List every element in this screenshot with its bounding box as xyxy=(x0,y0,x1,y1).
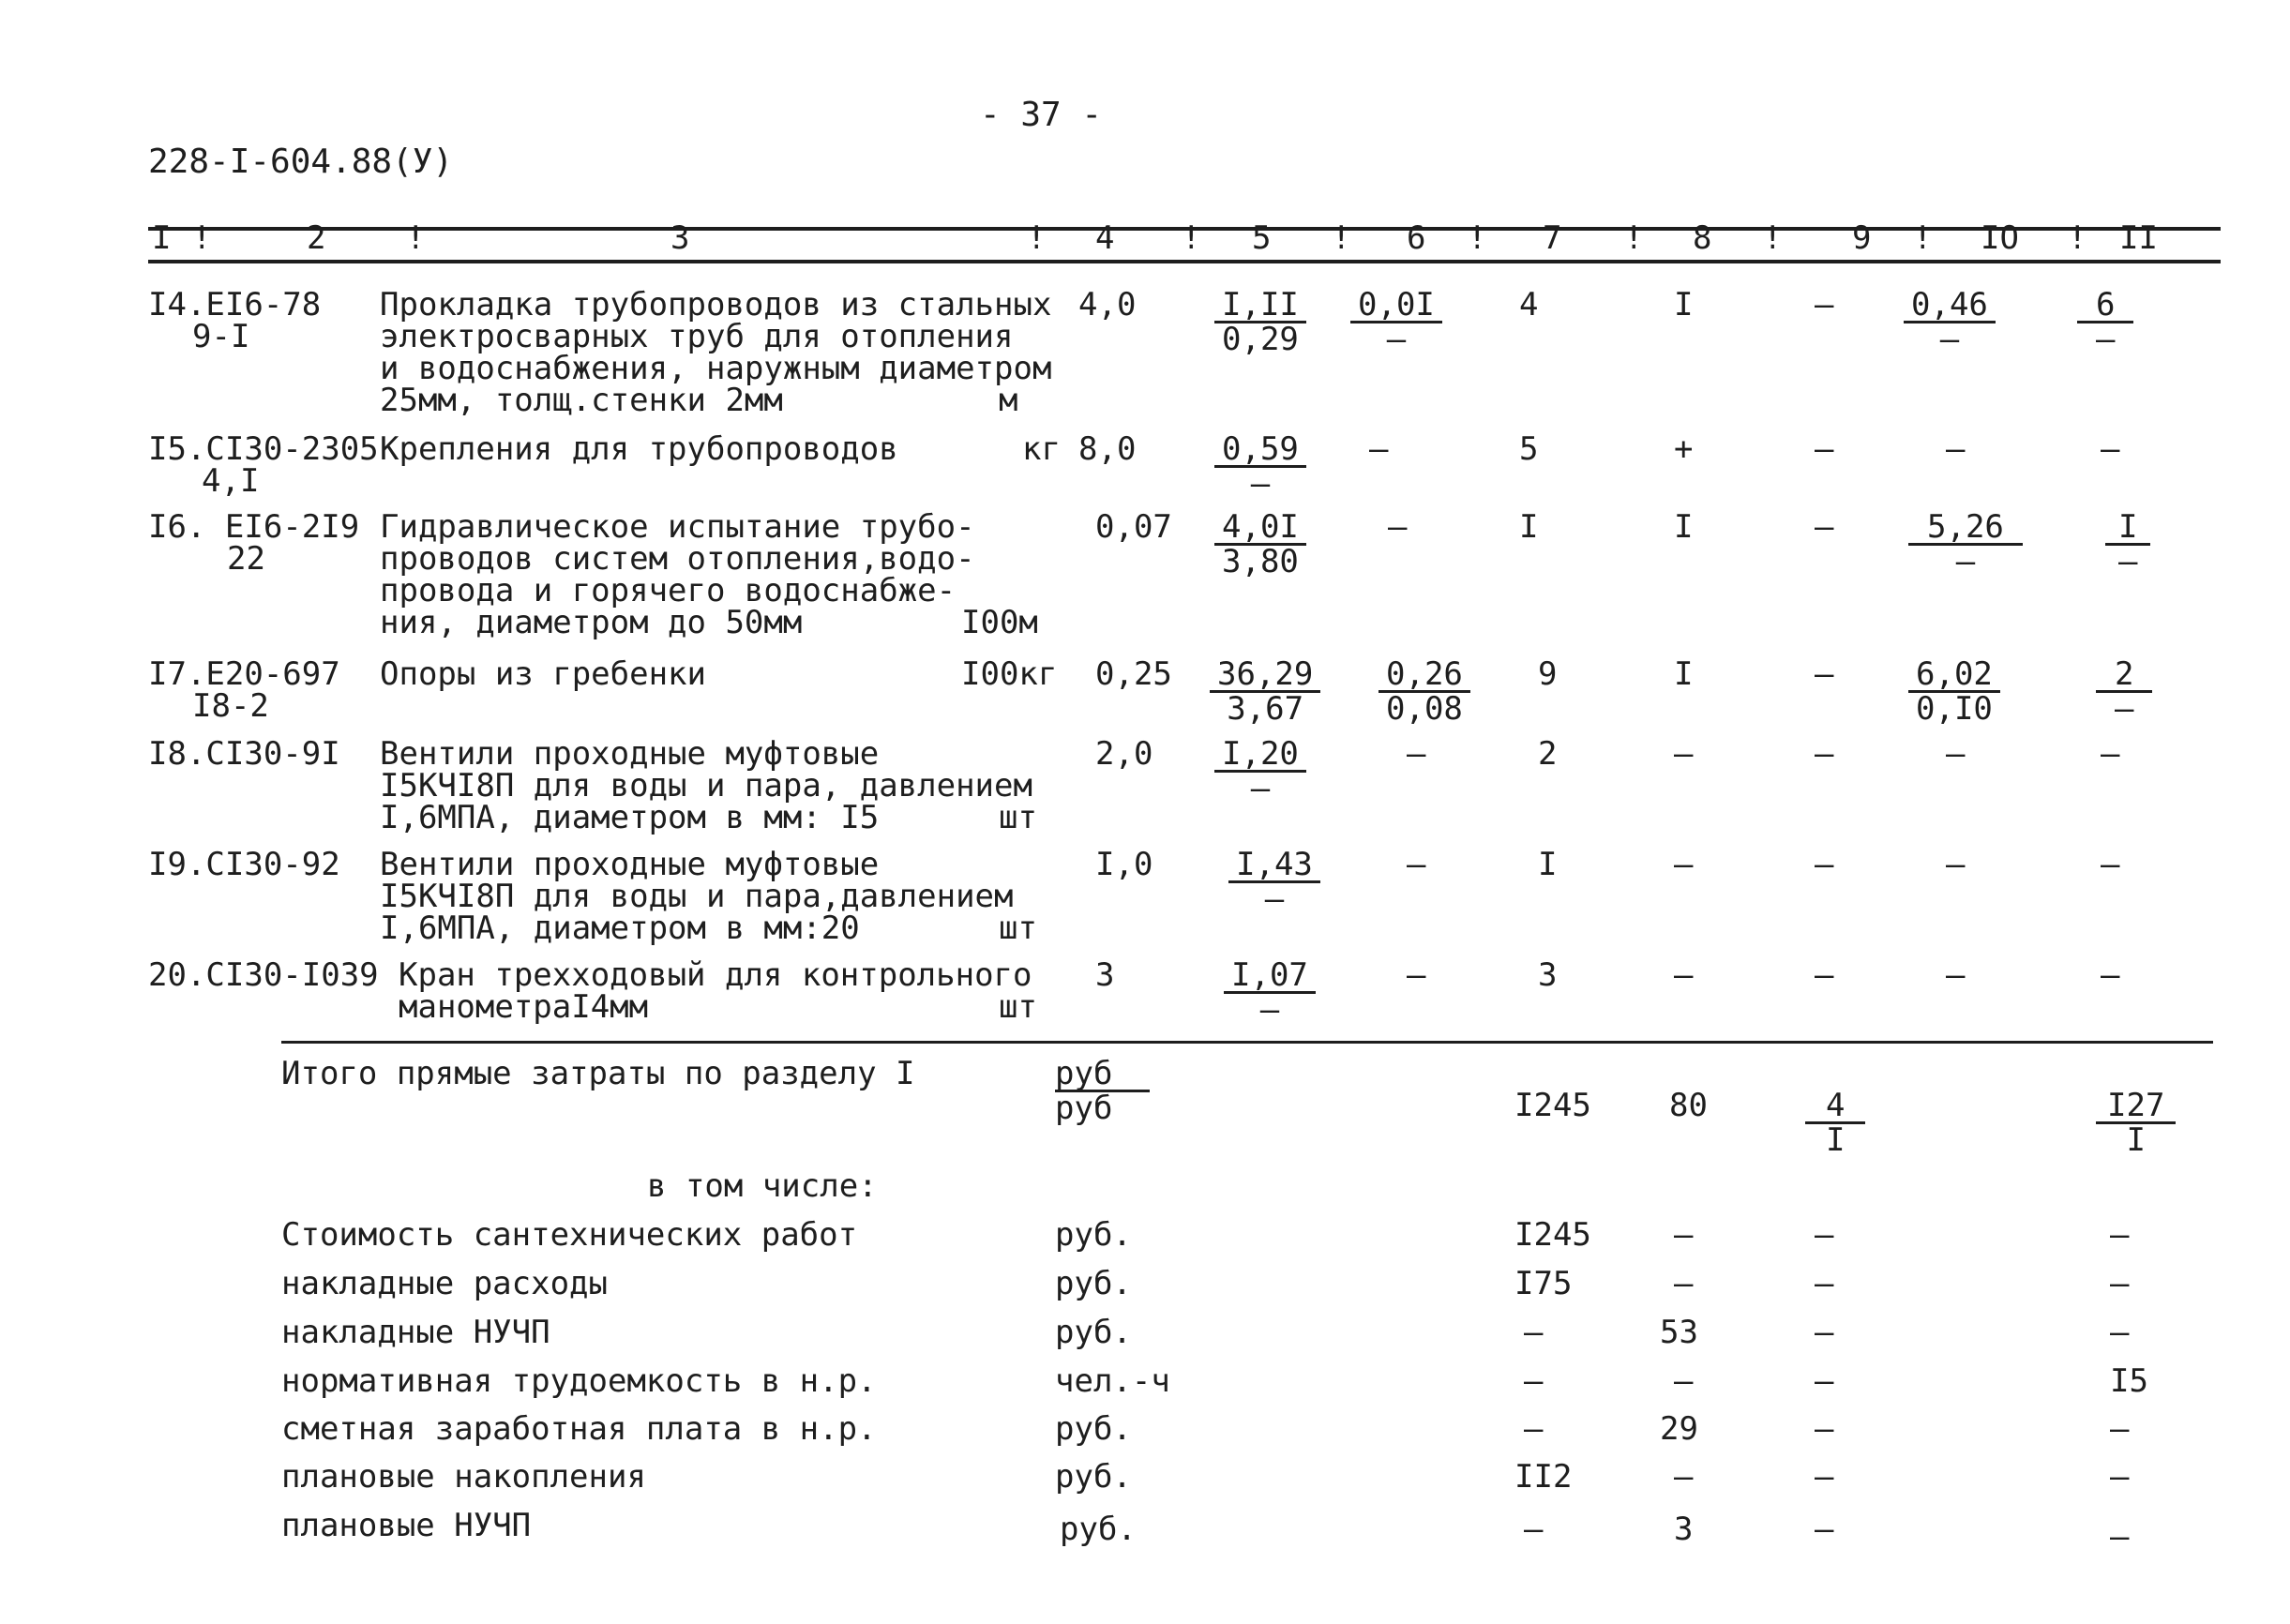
header-bottom-rule xyxy=(148,260,2221,263)
item-code-line2: 9-I xyxy=(192,318,250,355)
item-col9: – xyxy=(1815,846,1834,883)
item-col6: – xyxy=(1407,735,1426,773)
breakdown-col9: – xyxy=(1815,1314,1834,1351)
item-col11-fraction xyxy=(2105,508,2150,580)
column-separator: ! xyxy=(1332,219,1351,257)
item-price-fraction xyxy=(1210,655,1320,728)
breakdown-unit: руб. xyxy=(1055,1216,1132,1254)
breakdown-unit: руб. xyxy=(1060,1511,1137,1548)
item-description: I5КЧI8П для воды и пара, давлением xyxy=(380,767,1032,804)
item-unit: шт xyxy=(999,910,1037,947)
item-col7: I xyxy=(1519,508,1539,546)
column-header: II xyxy=(2119,219,2158,257)
item-col9: – xyxy=(1815,655,1834,693)
fraction-denominator: – xyxy=(1250,770,1271,807)
item-col10-fraction xyxy=(1908,655,2000,728)
item-col6-fraction xyxy=(1350,286,1442,358)
item-col11-fraction xyxy=(2096,655,2152,728)
column-separator: ! xyxy=(1182,219,1201,257)
fraction-numerator: 0,59 xyxy=(1214,433,1306,468)
item-description: электросварных труб для отопления xyxy=(380,318,1014,355)
item-col6: – xyxy=(1388,508,1408,546)
item-col8: – xyxy=(1674,735,1694,773)
breakdown-col11: – xyxy=(2110,1458,2130,1496)
total-col11-fraction xyxy=(2096,1087,2176,1159)
item-col10: – xyxy=(1946,956,1966,994)
item-description: и водоснабжения, наружным диаметром xyxy=(380,350,1052,387)
breakdown-col7: I75 xyxy=(1514,1265,1573,1302)
item-col6: – xyxy=(1369,430,1389,468)
breakdown-col8: 3 xyxy=(1674,1511,1694,1548)
item-description: проводов систем отопления,водо- xyxy=(380,540,975,578)
fraction-denominator: – xyxy=(2096,321,2116,358)
breakdown-unit: руб. xyxy=(1055,1265,1132,1302)
item-code-line2: I8-2 xyxy=(192,687,269,725)
column-separator: ! xyxy=(1763,219,1783,257)
column-header: 8 xyxy=(1693,219,1712,257)
breakdown-label: накладные НУЧП xyxy=(281,1314,550,1351)
item-col7: 9 xyxy=(1538,655,1558,693)
item-code: I7.E20-697 xyxy=(148,655,340,693)
breakdown-label: сметная заработная плата в н.р. xyxy=(281,1410,877,1448)
item-col8: + xyxy=(1674,430,1694,468)
item-col9: – xyxy=(1815,508,1834,546)
item-description: Прокладка трубопроводов из стальных xyxy=(380,286,1052,323)
breakdown-label: плановые НУЧП xyxy=(281,1507,532,1544)
breakdown-col11: – xyxy=(2110,1265,2130,1302)
breakdown-unit: руб. xyxy=(1055,1458,1132,1496)
item-description: 25мм, толщ.стенки 2мм xyxy=(380,382,783,419)
fraction-numerator: I xyxy=(2105,511,2150,546)
item-code-line2: 22 xyxy=(227,540,265,578)
breakdown-col7: – xyxy=(1524,1511,1544,1548)
item-description: Вентили проходные муфтовые xyxy=(380,846,880,883)
breakdown-col8: 29 xyxy=(1660,1410,1698,1448)
fraction-denominator: – xyxy=(2118,543,2138,580)
item-col11: – xyxy=(2101,430,2120,468)
item-code: I5.CI30-2305 xyxy=(148,430,379,468)
item-description: ния, диаметром до 50мм xyxy=(380,604,803,641)
breakdown-col11: – xyxy=(2110,1314,2130,1351)
breakdown-col9: – xyxy=(1815,1410,1834,1448)
item-col7: I xyxy=(1538,846,1558,883)
item-price-fraction xyxy=(1214,286,1306,358)
breakdown-unit: руб. xyxy=(1055,1314,1132,1351)
fraction-numerator: 6 xyxy=(2077,289,2133,323)
item-quantity: 0,25 xyxy=(1095,655,1172,693)
breakdown-col11: – xyxy=(2110,1518,2130,1556)
item-col6-fraction xyxy=(1379,655,1470,728)
fraction-denominator: 0,08 xyxy=(1386,690,1463,728)
item-col8: – xyxy=(1674,846,1694,883)
section-rule xyxy=(281,1041,2213,1044)
breakdown-col8: – xyxy=(1674,1265,1694,1302)
column-header: 4 xyxy=(1095,219,1115,257)
item-code: 20.CI30-I039 xyxy=(148,956,379,994)
breakdown-col7: II2 xyxy=(1514,1458,1573,1496)
item-description: Опоры из гребенки xyxy=(380,655,706,693)
item-unit: шт xyxy=(999,988,1037,1026)
breakdown-col7: – xyxy=(1524,1410,1544,1448)
item-col10: – xyxy=(1946,846,1966,883)
fraction-numerator: 4,0I xyxy=(1214,511,1306,546)
fraction-denominator: I xyxy=(2126,1121,2146,1159)
fraction-denominator: – xyxy=(1955,543,1976,580)
breakdown-label: накладные расходы xyxy=(281,1265,608,1302)
fraction-denominator: – xyxy=(1939,321,1960,358)
fraction-denominator: – xyxy=(1250,465,1271,503)
total-unit-fraction xyxy=(1055,1055,1150,1127)
item-col10-fraction xyxy=(1908,508,2023,580)
fraction-numerator: I,II xyxy=(1214,289,1306,323)
item-col10-fraction xyxy=(1904,286,1996,358)
column-header: 7 xyxy=(1543,219,1562,257)
fraction-numerator: I27 xyxy=(2096,1090,2176,1124)
breakdown-unit: чел.-ч xyxy=(1055,1362,1170,1400)
total-col9-fraction xyxy=(1805,1087,1865,1159)
breakdown-col11: I5 xyxy=(2110,1362,2148,1400)
fraction-denominator: I xyxy=(1826,1121,1846,1159)
breakdown-col8: 53 xyxy=(1660,1314,1698,1351)
fraction-numerator: 0,0I xyxy=(1350,289,1442,323)
item-description: манометраI4мм xyxy=(399,988,649,1026)
item-col7: 3 xyxy=(1538,956,1558,994)
item-col11-fraction xyxy=(2077,286,2133,358)
item-quantity: I,0 xyxy=(1095,846,1153,883)
page-number: - 37 - xyxy=(980,96,1103,134)
item-col8: I xyxy=(1674,508,1694,546)
item-col8: I xyxy=(1674,655,1694,693)
item-col7: 2 xyxy=(1538,735,1558,773)
breakdown-label: нормативная трудоемкость в н.р. xyxy=(281,1362,877,1400)
item-unit: I00кг xyxy=(961,655,1058,693)
breakdown-col8: – xyxy=(1674,1362,1694,1400)
fraction-denominator: 3,67 xyxy=(1227,690,1304,728)
item-quantity: 0,07 xyxy=(1095,508,1172,546)
item-col11: – xyxy=(2101,956,2120,994)
fraction-denominator: 0,I0 xyxy=(1916,690,1993,728)
item-description: Гидравлическое испытание трубо- xyxy=(380,508,975,546)
item-price-fraction xyxy=(1214,508,1306,580)
item-col11: – xyxy=(2101,846,2120,883)
item-description: Кран трехходовый для контрольного xyxy=(399,956,1032,994)
fraction-denominator: руб xyxy=(1055,1090,1113,1127)
column-separator: ! xyxy=(1913,219,1933,257)
item-unit: м xyxy=(999,382,1018,419)
breakdown-col9: – xyxy=(1815,1265,1834,1302)
total-label: Итого прямые затраты по разделу I xyxy=(281,1055,915,1092)
item-col11: – xyxy=(2101,735,2120,773)
total-col7: I245 xyxy=(1514,1087,1591,1124)
item-unit: I00м xyxy=(961,604,1038,641)
fraction-denominator: – xyxy=(1264,880,1285,918)
item-description: I,6МПА, диаметром в мм:20 xyxy=(380,910,860,947)
item-col6: – xyxy=(1407,846,1426,883)
item-quantity: 4,0 xyxy=(1078,286,1137,323)
fraction-numerator: 5,26 xyxy=(1908,511,2023,546)
column-separator: ! xyxy=(406,219,426,257)
item-price-fraction xyxy=(1224,956,1316,1029)
fraction-numerator: 2 xyxy=(2096,658,2152,693)
item-col9: – xyxy=(1815,735,1834,773)
item-col6: – xyxy=(1407,956,1426,994)
breakdown-col8: – xyxy=(1674,1216,1694,1254)
column-header: 6 xyxy=(1407,219,1426,257)
item-col8: – xyxy=(1674,956,1694,994)
fraction-numerator: 0,46 xyxy=(1904,289,1996,323)
item-code: I6. EI6-2I9 xyxy=(148,508,360,546)
item-description: провода и горячего водоснабже- xyxy=(380,572,957,609)
item-price-fraction xyxy=(1214,430,1306,503)
item-quantity: 3 xyxy=(1095,956,1115,994)
fraction-numerator: руб xyxy=(1055,1058,1150,1092)
column-header: 3 xyxy=(670,219,690,257)
breakdown-col9: – xyxy=(1815,1362,1834,1400)
document-code: 228-I-604.88(У) xyxy=(148,143,454,181)
fraction-numerator: I,20 xyxy=(1214,738,1306,773)
item-description: I5КЧI8П для воды и пара,давлением xyxy=(380,878,1014,915)
item-code-line2: 4,I xyxy=(202,462,260,500)
item-col7: 4 xyxy=(1519,286,1539,323)
item-code: I9.CI30-92 xyxy=(148,846,340,883)
item-unit: кг xyxy=(1022,430,1061,468)
column-header: 2 xyxy=(307,219,326,257)
item-quantity: 2,0 xyxy=(1095,735,1153,773)
column-separator: ! xyxy=(2068,219,2087,257)
item-unit: шт xyxy=(999,799,1037,836)
column-separator: ! xyxy=(1027,219,1047,257)
breakdown-col8: – xyxy=(1674,1458,1694,1496)
column-header: I xyxy=(152,219,172,257)
fraction-numerator: 36,29 xyxy=(1210,658,1320,693)
item-quantity: 8,0 xyxy=(1078,430,1137,468)
item-col10: – xyxy=(1946,735,1966,773)
item-col9: – xyxy=(1815,956,1834,994)
fraction-denominator: – xyxy=(1259,991,1280,1029)
breakdown-label: Стоимость сантехнических работ xyxy=(281,1216,858,1254)
item-price-fraction xyxy=(1228,846,1320,918)
item-code: I8.CI30-9I xyxy=(148,735,340,773)
item-col7: 5 xyxy=(1519,430,1539,468)
column-header: 5 xyxy=(1252,219,1272,257)
including-label: в том числе: xyxy=(647,1167,878,1205)
column-separator: ! xyxy=(1624,219,1644,257)
fraction-numerator: I,07 xyxy=(1224,959,1316,994)
fraction-denominator: – xyxy=(2115,690,2134,728)
breakdown-col11: – xyxy=(2110,1216,2130,1254)
item-description: Крепления для трубопроводов xyxy=(380,430,898,468)
fraction-numerator: 6,02 xyxy=(1908,658,2000,693)
item-col9: – xyxy=(1815,286,1834,323)
item-description: I,6МПА, диаметром в мм: I5 xyxy=(380,799,880,836)
breakdown-col7: – xyxy=(1524,1362,1544,1400)
breakdown-label: плановые накопления xyxy=(281,1458,646,1496)
fraction-numerator: 0,26 xyxy=(1379,658,1470,693)
item-description: Вентили проходные муфтовые xyxy=(380,735,880,773)
item-code: I4.EI6-78 xyxy=(148,286,322,323)
item-col8: I xyxy=(1674,286,1694,323)
item-price-fraction xyxy=(1214,735,1306,807)
column-separator: ! xyxy=(1468,219,1487,257)
fraction-denominator: 0,29 xyxy=(1222,321,1299,358)
column-header: 9 xyxy=(1852,219,1872,257)
total-col8: 80 xyxy=(1669,1087,1708,1124)
fraction-numerator: 4 xyxy=(1805,1090,1865,1124)
breakdown-col9: – xyxy=(1815,1511,1834,1548)
breakdown-unit: руб. xyxy=(1055,1410,1132,1448)
column-header: IO xyxy=(1981,219,2019,257)
column-separator: ! xyxy=(192,219,212,257)
item-col10: – xyxy=(1946,430,1966,468)
fraction-numerator: I,43 xyxy=(1228,849,1320,883)
item-col9: – xyxy=(1815,430,1834,468)
breakdown-col11: – xyxy=(2110,1410,2130,1448)
breakdown-col7: I245 xyxy=(1514,1216,1591,1254)
fraction-denominator: 3,80 xyxy=(1222,543,1299,580)
breakdown-col7: – xyxy=(1524,1314,1544,1351)
breakdown-col9: – xyxy=(1815,1458,1834,1496)
fraction-denominator: – xyxy=(1386,321,1407,358)
breakdown-col9: – xyxy=(1815,1216,1834,1254)
